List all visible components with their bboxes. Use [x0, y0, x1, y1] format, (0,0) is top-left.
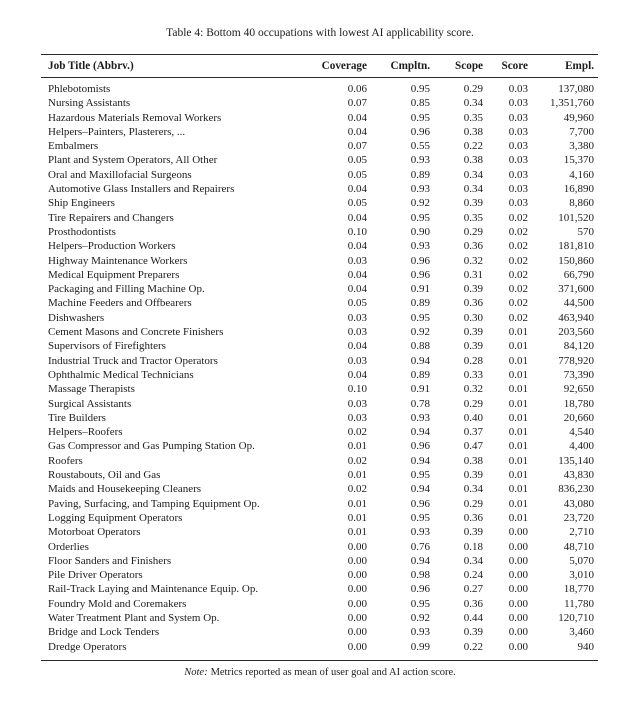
coverage-cell: 0.04	[347, 111, 367, 124]
note-label: Note:	[184, 667, 208, 678]
note-text: Metrics reported as mean of user goal and AI action score.	[210, 667, 456, 678]
completion-cell: 0.99	[410, 640, 430, 653]
employment-cell: 3,010	[569, 569, 594, 582]
job-title-cell: Gas Compressor and Gas Pumping Station Op.	[48, 440, 255, 453]
job-title-cell: Dredge Operators	[48, 640, 127, 653]
table-row	[41, 168, 598, 182]
coverage-cell: 0.04	[347, 283, 367, 296]
scope-cell: 0.39	[463, 626, 483, 639]
scope-cell: 0.29	[463, 225, 483, 238]
completion-cell: 0.88	[410, 340, 430, 353]
coverage-cell: 0.03	[347, 354, 367, 367]
table-row	[41, 497, 598, 511]
occupations-table	[41, 54, 598, 661]
scope-cell: 0.35	[463, 111, 483, 124]
completion-cell: 0.95	[410, 111, 430, 124]
table-body	[41, 78, 598, 661]
completion-cell: 0.95	[410, 597, 430, 610]
score-cell: 0.01	[508, 383, 528, 396]
coverage-cell: 0.04	[347, 125, 367, 138]
employment-cell: 84,120	[563, 340, 594, 353]
employment-cell: 3,460	[569, 626, 594, 639]
column-header-empl: Empl.	[528, 55, 598, 78]
scope-cell: 0.38	[463, 454, 483, 467]
column-header-cmpltn: Cmpltn.	[367, 55, 430, 78]
table-row	[41, 382, 598, 396]
job-title-cell: Roofers	[48, 454, 83, 467]
scope-cell: 0.34	[463, 554, 483, 567]
table-row	[41, 78, 598, 97]
employment-cell: 778,920	[558, 354, 594, 367]
job-title-cell: Pile Driver Operators	[48, 569, 143, 582]
table-row	[41, 511, 598, 525]
employment-cell: 8,860	[569, 197, 594, 210]
employment-cell: 203,560	[558, 326, 594, 339]
table-row	[41, 368, 598, 382]
scope-cell: 0.29	[463, 83, 483, 95]
completion-cell: 0.96	[410, 583, 430, 596]
coverage-cell: 0.05	[347, 168, 367, 181]
coverage-cell: 0.03	[347, 254, 367, 267]
scope-cell: 0.32	[463, 254, 483, 267]
completion-cell: 0.92	[410, 326, 430, 339]
coverage-cell: 0.02	[347, 483, 367, 496]
score-cell: 0.00	[508, 554, 528, 567]
job-title-cell: Nursing Assistants	[48, 97, 131, 110]
coverage-cell: 0.03	[347, 411, 367, 424]
coverage-cell: 0.05	[347, 154, 367, 167]
completion-cell: 0.96	[410, 125, 430, 138]
table-row	[41, 425, 598, 439]
score-cell: 0.01	[508, 426, 528, 439]
job-title-cell: Tire Builders	[48, 411, 106, 424]
employment-cell: 836,230	[558, 483, 594, 496]
completion-cell: 0.96	[410, 268, 430, 281]
completion-cell: 0.96	[410, 497, 430, 510]
employment-cell: 181,810	[558, 240, 594, 253]
employment-cell: 4,540	[569, 426, 594, 439]
scope-cell: 0.38	[463, 125, 483, 138]
coverage-cell: 0.02	[347, 426, 367, 439]
coverage-cell: 0.07	[347, 97, 367, 110]
employment-cell: 49,960	[563, 111, 594, 124]
table-row	[41, 325, 598, 339]
table-row	[41, 196, 598, 210]
table-note	[0, 666, 640, 679]
job-title-cell: Dishwashers	[48, 311, 105, 324]
score-cell: 0.03	[508, 168, 528, 181]
scope-cell: 0.30	[463, 311, 483, 324]
table-row	[41, 211, 598, 225]
job-title-cell: Motorboat Operators	[48, 526, 141, 539]
completion-cell: 0.93	[410, 626, 430, 639]
table-row	[41, 153, 598, 167]
coverage-cell: 0.04	[347, 340, 367, 353]
table-row	[41, 182, 598, 196]
coverage-cell: 0.05	[347, 197, 367, 210]
job-title-cell: Plant and System Operators, All Other	[48, 154, 218, 167]
job-title-cell: Surgical Assistants	[48, 397, 132, 410]
coverage-cell: 0.06	[347, 83, 367, 95]
job-title-cell: Industrial Truck and Tractor Operators	[48, 354, 218, 367]
coverage-cell: 0.00	[347, 583, 367, 596]
employment-cell: 4,400	[569, 440, 594, 453]
job-title-cell: Paving, Surfacing, and Tamping Equipment Op.	[48, 497, 260, 510]
coverage-cell: 0.04	[347, 240, 367, 253]
completion-cell: 0.94	[410, 426, 430, 439]
completion-cell: 0.98	[410, 569, 430, 582]
completion-cell: 0.78	[410, 397, 430, 410]
table-row	[41, 96, 598, 110]
table-row	[41, 625, 598, 639]
table-row	[41, 582, 598, 596]
table-row	[41, 525, 598, 539]
table-row	[41, 611, 598, 625]
completion-cell: 0.96	[410, 254, 430, 267]
table-row	[41, 439, 598, 453]
job-title-cell: Highway Maintenance Workers	[48, 254, 188, 267]
completion-cell: 0.95	[410, 211, 430, 224]
table-row	[41, 554, 598, 568]
table-row	[41, 354, 598, 368]
employment-cell: 44,500	[563, 297, 594, 310]
score-cell: 0.02	[508, 254, 528, 267]
job-title-cell: Ship Engineers	[48, 197, 115, 210]
scope-cell: 0.36	[463, 597, 483, 610]
coverage-cell: 0.07	[347, 140, 367, 153]
scope-cell: 0.33	[463, 368, 483, 381]
job-title-cell: Hazardous Materials Removal Workers	[48, 111, 222, 124]
employment-cell: 135,140	[558, 454, 594, 467]
completion-cell: 0.89	[410, 297, 430, 310]
employment-cell: 43,830	[563, 469, 594, 482]
employment-cell: 120,710	[558, 611, 594, 624]
scope-cell: 0.31	[463, 268, 483, 281]
employment-cell: 66,790	[563, 268, 594, 281]
table-row	[41, 640, 598, 661]
score-cell: 0.00	[508, 640, 528, 653]
employment-cell: 15,370	[563, 154, 594, 167]
coverage-cell: 0.05	[347, 297, 367, 310]
coverage-cell: 0.01	[347, 497, 367, 510]
completion-cell: 0.76	[410, 540, 430, 553]
completion-cell: 0.94	[410, 354, 430, 367]
coverage-cell: 0.03	[347, 397, 367, 410]
score-cell: 0.01	[508, 326, 528, 339]
coverage-cell: 0.10	[347, 383, 367, 396]
completion-cell: 0.90	[410, 225, 430, 238]
score-cell: 0.00	[508, 626, 528, 639]
coverage-cell: 0.04	[347, 211, 367, 224]
job-title-cell: Embalmers	[48, 140, 99, 153]
employment-cell: 18,780	[563, 397, 594, 410]
table-header	[41, 55, 598, 78]
job-title-cell: Rail-Track Laying and Maintenance Equip. Op.	[48, 583, 259, 596]
scope-cell: 0.47	[463, 440, 483, 453]
completion-cell: 0.93	[410, 526, 430, 539]
job-title-cell: Packaging and Filling Machine Op.	[48, 283, 205, 296]
coverage-cell: 0.04	[347, 368, 367, 381]
coverage-cell: 0.02	[347, 454, 367, 467]
table-container	[41, 54, 598, 661]
employment-cell: 5,070	[569, 554, 594, 567]
completion-cell: 0.95	[410, 511, 430, 524]
score-cell: 0.01	[508, 483, 528, 496]
scope-cell: 0.24	[463, 569, 483, 582]
completion-cell: 0.92	[410, 611, 430, 624]
scope-cell: 0.29	[463, 497, 483, 510]
job-title-cell: Oral and Maxillofacial Surgeons	[48, 168, 192, 181]
score-cell: 0.01	[508, 411, 528, 424]
scope-cell: 0.39	[463, 526, 483, 539]
score-cell: 0.03	[508, 83, 528, 95]
coverage-cell: 0.00	[347, 554, 367, 567]
coverage-cell: 0.00	[347, 640, 367, 653]
job-title-cell: Bridge and Lock Tenders	[48, 626, 160, 639]
completion-cell: 0.96	[410, 440, 430, 453]
score-cell: 0.00	[508, 540, 528, 553]
employment-cell: 7,700	[569, 125, 594, 138]
score-cell: 0.03	[508, 125, 528, 138]
score-cell: 0.03	[508, 154, 528, 167]
completion-cell: 0.92	[410, 197, 430, 210]
employment-cell: 11,780	[564, 597, 594, 610]
job-title-cell: Prosthodontists	[48, 225, 116, 238]
score-cell: 0.02	[508, 211, 528, 224]
scope-cell: 0.38	[463, 154, 483, 167]
coverage-cell: 0.03	[347, 311, 367, 324]
coverage-cell: 0.01	[347, 511, 367, 524]
employment-cell: 2,710	[569, 526, 594, 539]
score-cell: 0.00	[508, 583, 528, 596]
scope-cell: 0.44	[463, 611, 483, 624]
score-cell: 0.01	[508, 397, 528, 410]
employment-cell: 4,160	[569, 168, 594, 181]
job-title-cell: Massage Therapists	[48, 383, 135, 396]
column-header-coverage: Coverage	[307, 55, 367, 78]
employment-cell: 92,650	[563, 383, 594, 396]
table-row	[41, 139, 598, 153]
completion-cell: 0.95	[410, 311, 430, 324]
job-title-cell: Cement Masons and Concrete Finishers	[48, 326, 224, 339]
employment-cell: 463,940	[558, 311, 594, 324]
coverage-cell: 0.00	[347, 626, 367, 639]
employment-cell: 73,390	[563, 368, 594, 381]
table-row	[41, 339, 598, 353]
coverage-cell: 0.04	[347, 268, 367, 281]
employment-cell: 371,600	[558, 283, 594, 296]
job-title-cell: Logging Equipment Operators	[48, 511, 183, 524]
score-cell: 0.01	[508, 454, 528, 467]
employment-cell: 150,860	[558, 254, 594, 267]
score-cell: 0.03	[508, 183, 528, 196]
score-cell: 0.00	[508, 526, 528, 539]
scope-cell: 0.29	[463, 397, 483, 410]
scope-cell: 0.39	[463, 197, 483, 210]
job-title-cell: Water Treatment Plant and System Op.	[48, 611, 220, 624]
score-cell: 0.01	[508, 511, 528, 524]
scope-cell: 0.32	[463, 383, 483, 396]
completion-cell: 0.93	[410, 240, 430, 253]
table-row	[41, 225, 598, 239]
score-cell: 0.00	[508, 611, 528, 624]
coverage-cell: 0.01	[347, 440, 367, 453]
table-caption: Table 4: Bottom 40 occupations with lowest AI applicability score.	[166, 27, 474, 39]
employment-cell: 20,660	[563, 411, 594, 424]
job-title-cell: Helpers–Roofers	[48, 426, 123, 439]
employment-cell: 3,380	[569, 140, 594, 153]
scope-cell: 0.18	[463, 540, 483, 553]
employment-cell: 16,890	[563, 183, 594, 196]
scope-cell: 0.27	[463, 583, 483, 596]
job-title-cell: Phlebotomists	[48, 83, 111, 95]
employment-cell: 940	[577, 640, 594, 653]
employment-cell: 43,080	[563, 497, 594, 510]
job-title-cell: Helpers–Painters, Plasterers, ...	[48, 125, 186, 138]
job-title-cell: Foundry Mold and Coremakers	[48, 597, 187, 610]
scope-cell: 0.22	[463, 140, 483, 153]
score-cell: 0.02	[508, 240, 528, 253]
score-cell: 0.02	[508, 268, 528, 281]
completion-cell: 0.94	[410, 454, 430, 467]
completion-cell: 0.94	[410, 483, 430, 496]
score-cell: 0.02	[508, 225, 528, 238]
table-row	[41, 111, 598, 125]
score-cell: 0.01	[508, 440, 528, 453]
table-row	[41, 454, 598, 468]
score-cell: 0.03	[508, 140, 528, 153]
scope-cell: 0.22	[463, 640, 483, 653]
completion-cell: 0.94	[410, 554, 430, 567]
score-cell: 0.01	[508, 340, 528, 353]
completion-cell: 0.89	[410, 168, 430, 181]
employment-cell: 48,710	[563, 540, 594, 553]
job-title-cell: Supervisors of Firefighters	[48, 340, 166, 353]
table-row	[41, 482, 598, 496]
coverage-cell: 0.01	[347, 526, 367, 539]
score-cell: 0.03	[508, 97, 528, 110]
employment-cell: 570	[577, 225, 594, 238]
coverage-cell: 0.00	[347, 597, 367, 610]
scope-cell: 0.37	[463, 426, 483, 439]
score-cell: 0.03	[508, 197, 528, 210]
table-row	[41, 311, 598, 325]
scope-cell: 0.34	[463, 168, 483, 181]
coverage-cell: 0.01	[347, 469, 367, 482]
completion-cell: 0.93	[410, 411, 430, 424]
table-row	[41, 254, 598, 268]
employment-cell: 18,770	[563, 583, 594, 596]
score-cell: 0.01	[508, 354, 528, 367]
table-row	[41, 268, 598, 282]
table-row	[41, 597, 598, 611]
completion-cell: 0.91	[410, 383, 430, 396]
completion-cell: 0.93	[410, 154, 430, 167]
employment-cell: 23,720	[563, 511, 594, 524]
scope-cell: 0.34	[463, 483, 483, 496]
table-row	[41, 125, 598, 139]
score-cell: 0.02	[508, 297, 528, 310]
score-cell: 0.01	[508, 368, 528, 381]
coverage-cell: 0.00	[347, 611, 367, 624]
completion-cell: 0.93	[410, 183, 430, 196]
column-header-scope: Scope	[430, 55, 483, 78]
table-row	[41, 239, 598, 253]
score-cell: 0.00	[508, 597, 528, 610]
completion-cell: 0.89	[410, 368, 430, 381]
job-title-cell: Machine Feeders and Offbearers	[48, 297, 192, 310]
scope-cell: 0.28	[463, 354, 483, 367]
completion-cell: 0.91	[410, 283, 430, 296]
table-row	[41, 468, 598, 482]
coverage-cell: 0.10	[347, 225, 367, 238]
completion-cell: 0.55	[410, 140, 430, 153]
scope-cell: 0.39	[463, 326, 483, 339]
job-title-cell: Orderlies	[48, 540, 89, 553]
completion-cell: 0.95	[410, 83, 430, 95]
scope-cell: 0.34	[463, 97, 483, 110]
table-row	[41, 411, 598, 425]
job-title-cell: Ophthalmic Medical Technicians	[48, 368, 194, 381]
scope-cell: 0.39	[463, 283, 483, 296]
score-cell: 0.01	[508, 469, 528, 482]
scope-cell: 0.35	[463, 211, 483, 224]
scope-cell: 0.39	[463, 469, 483, 482]
job-title-cell: Medical Equipment Preparers	[48, 268, 180, 281]
score-cell: 0.00	[508, 569, 528, 582]
coverage-cell: 0.00	[347, 569, 367, 582]
completion-cell: 0.95	[410, 469, 430, 482]
table-row	[41, 397, 598, 411]
score-cell: 0.03	[508, 111, 528, 124]
completion-cell: 0.85	[410, 97, 430, 110]
scope-cell: 0.39	[463, 340, 483, 353]
scope-cell: 0.34	[463, 183, 483, 196]
coverage-cell: 0.03	[347, 326, 367, 339]
table-row	[41, 568, 598, 582]
header-row	[41, 55, 598, 78]
job-title-cell: Tire Repairers and Changers	[48, 211, 174, 224]
scope-cell: 0.36	[463, 297, 483, 310]
column-header-job-title: Job Title (Abbrv.)	[41, 55, 307, 78]
table-row	[41, 282, 598, 296]
job-title-cell: Roustabouts, Oil and Gas	[48, 469, 161, 482]
table-row	[41, 540, 598, 554]
scope-cell: 0.36	[463, 240, 483, 253]
job-title-cell: Automotive Glass Installers and Repairers	[48, 183, 235, 196]
column-header-score: Score	[483, 55, 528, 78]
scope-cell: 0.40	[463, 411, 483, 424]
table-row	[41, 296, 598, 310]
job-title-cell: Floor Sanders and Finishers	[48, 554, 172, 567]
score-cell: 0.02	[508, 311, 528, 324]
score-cell: 0.01	[508, 497, 528, 510]
employment-cell: 101,520	[558, 211, 594, 224]
scope-cell: 0.36	[463, 511, 483, 524]
employment-cell: 137,080	[558, 83, 594, 95]
employment-cell: 1,351,760	[550, 97, 594, 110]
job-title-cell: Helpers–Production Workers	[48, 240, 176, 253]
job-title-cell: Maids and Housekeeping Cleaners	[48, 483, 202, 496]
coverage-cell: 0.00	[347, 540, 367, 553]
score-cell: 0.02	[508, 283, 528, 296]
coverage-cell: 0.04	[347, 183, 367, 196]
